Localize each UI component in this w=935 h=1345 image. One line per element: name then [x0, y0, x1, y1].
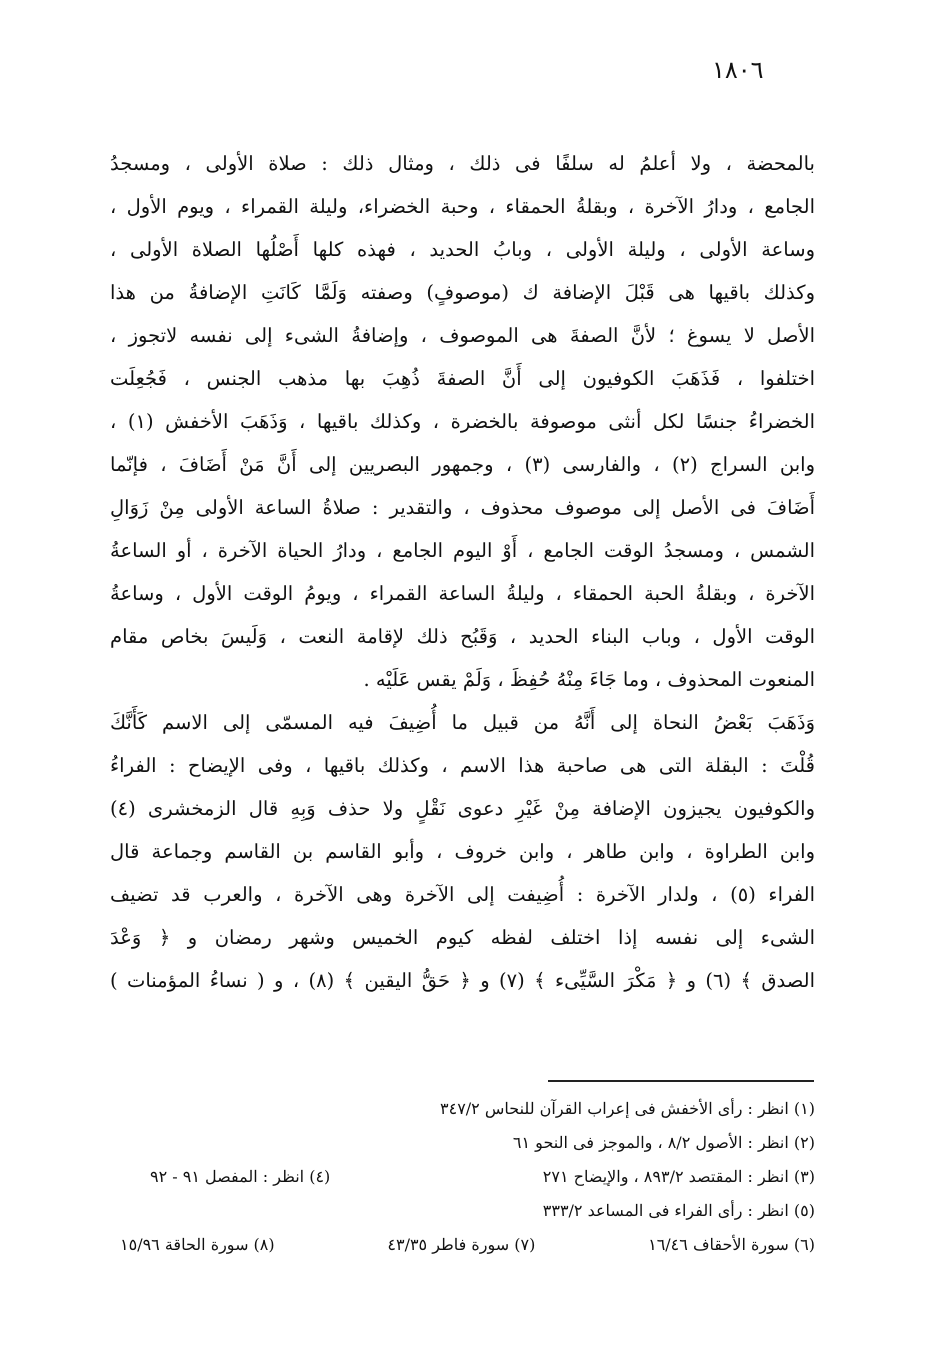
- text-line: وابن الطراوة ، وابن طاهر ، وابن خروف ، وأبو القاسم بن القاسم وجماعة قال: [110, 840, 815, 863]
- footnote-row: [110, 1092, 815, 1126]
- text-line: الشىء إلى نفسه إذا اختلف لفظه كيوم الخميس وشهر رمضان و ﴿ وَعْدَ: [110, 926, 815, 949]
- footnote-row: [110, 1194, 815, 1228]
- footnote-row: [110, 1160, 815, 1194]
- footnotes: [110, 1092, 815, 1262]
- text-line: قُلْتَ : البقلة التى هى صاحبة هذا الاسم ، وكذلك باقيها ، وفى الإيضاح : الفراءُ: [110, 754, 815, 777]
- footnote-row: [110, 1126, 815, 1160]
- text-line: وابن السراج (٢) ، والفارسى (٣) ، وجمهور البصريين إلى أَنَّ مَنْ أَضَافَ ، فإنّما: [110, 453, 815, 476]
- footnote: (٣) انظر : المقتصد ٨٩٣/٢ ، والإيضاح ٢٧١: [542, 1167, 815, 1186]
- text-line: اختلفوا ، فَذَهَبَ الكوفيون إلى أَنَّ الصفةَ ذُهِبَ بها مذهب الجنس ، فَجُعِلَت: [110, 367, 815, 390]
- page-number: ١٨٠٦: [712, 56, 764, 84]
- text-line: الوقت الأول ، وباب البناء الحديد ، وَقَبُح ذلك لإقامة النعت ، وَلَيسَ بخاص مقام: [110, 625, 815, 648]
- text-line: الشمس ، ومسجدُ الوقت الجامع ، أَوْ اليوم الجامع ، ودارُ الحياة الآخرة ، أو الساعةُ: [110, 539, 815, 562]
- footnote: (٦) سورة الأحقاف ١٦/٤٦: [648, 1235, 815, 1254]
- text-line: والكوفيون يجيزون الإضافة مِنْ غَيْرِ دعوى نَقْلٍ ولا حذف وَبِهِ قال الزمخشرى (٤): [110, 797, 815, 820]
- text-line: الجامع ، ودارُ الآخرة ، وبقلةُ الحمقاء ، وحبة الخضراء، وليلة القمراء ، ويوم الأول ،: [110, 195, 815, 218]
- text-line: وَذَهَبَ بَعْضُ النحاة إلى أَنَّهُ من قبيل ما أُضِيفَ فيه المسمّى إلى الاسم كَأَنَّكَ: [110, 711, 815, 734]
- text-line: أَضَافَ فى الأصل إلى موصوف محذوف ، والتقدير : صلاةُ الساعة الأولى مِنْ زَوَالِ: [110, 496, 815, 519]
- footnote-row: [110, 1228, 815, 1262]
- text-line: الفراء (٥) ، ولدار الآخرة : أُضِيفت إلى الآخرة وهى الآخرة ، والعرب قد تضيف: [110, 883, 815, 906]
- footnote: (٥) انظر : رأى الفراء فى المساعد ٣٣٣/٢: [542, 1201, 815, 1220]
- text-line: وساعة الأولى ، وليلة الأولى ، وبابُ الحديد ، فهذه كلها أَصْلُها الصلاة الأولى ،: [110, 238, 815, 261]
- text-line: الأصل لا يسوغ ؛ لأنَّ الصفةَ هى الموصوف ، وإضافةُ الشىء إلى نفسه لاتجوز ،: [110, 324, 815, 347]
- footnote: (٨) سورة الحاقة ١٥/٩٦: [120, 1235, 275, 1254]
- text-line: الخضراءُ جنسًا لكل أنثى موصوفة بالخضرة ، وكذلك باقيها ، وَذَهَبَ الأخفش (١) ،: [110, 410, 815, 433]
- text-line: الصدق ﴾ (٦) و ﴿ مَكْرَ السَّيِّىء ﴾ (٧) و ﴿ حَقُّ اليقين ﴾ (٨) ، و ( نساءُ المؤمنات ): [110, 969, 815, 992]
- footnote: (٧) سورة فاطر ٤٣/٣٥: [387, 1235, 536, 1254]
- footnote: (٤) انظر : المفصل ٩١ - ٩٢: [150, 1167, 331, 1186]
- paragraph-1: [110, 142, 815, 701]
- footnote: (١) انظر : رأى الأخفش فى إعراب القرآن للنحاس ٣٤٧/٢: [440, 1099, 815, 1118]
- main-text: [110, 142, 815, 1002]
- footnote-divider: [548, 1080, 814, 1082]
- text-line: الآخرة ، وبقلةُ الحبة الحمقاء ، وليلةُ الساعة القمراء ، ويومُ الوقت الأول ، وساعةُ: [110, 582, 815, 605]
- text-line: بالمحضة ، ولا أعلمُ له سلفًا فى ذلك ، ومثال ذلك : صلاة الأولى ، ومسجدُ: [110, 152, 815, 175]
- text-line: المنعوت المحذوف ، وما جَاءَ مِنْهُ حُفِظَ ، وَلَمْ يقس عَلَيْه .: [363, 668, 815, 691]
- paragraph-2: [110, 701, 815, 1002]
- text-line: وكذلك باقيها هى قَبْلَ الإضافة ك (موصوفٍ) وصفته وَلَمَّا كَانَتِ الإضافةُ من هذا: [110, 281, 815, 304]
- footnote: (٢) انظر : الأصول ٨/٢ ، والموجز فى النحو ٦١: [512, 1133, 815, 1152]
